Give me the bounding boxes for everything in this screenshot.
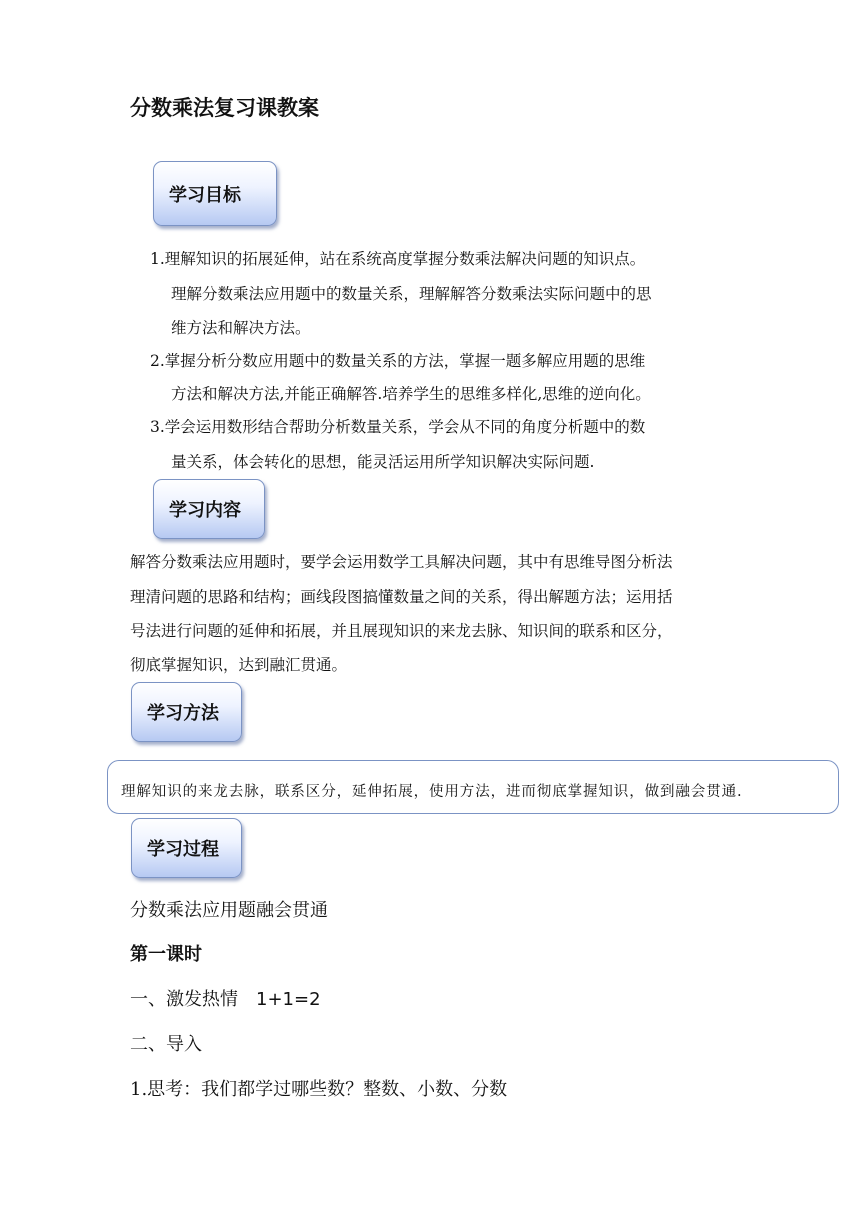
goals-line-6: 3.学会运用数形结合帮助分析数量关系，学会从不同的角度分析题中的数 — [150, 418, 646, 436]
content-line-3: 号法进行问题的延伸和拓展，并且展现知识的来龙去脉、知识间的联系和区分， — [130, 622, 673, 640]
document-title: 分数乘法复习课教案 — [130, 96, 319, 120]
section-method-box — [131, 682, 242, 742]
method-callout — [107, 760, 839, 814]
content-line-4: 彻底掌握知识，达到融汇贯通。 — [130, 656, 348, 674]
section-content-box — [153, 479, 265, 539]
section-goals-box — [153, 161, 277, 226]
goals-line-3: 维方法和解决方法。 — [171, 319, 311, 337]
lesson-heading: 第一课时 — [130, 944, 202, 965]
goals-line-1: 1.理解知识的拓展延伸，站在系统高度掌握分数乘法解决问题的知识点。 — [150, 250, 646, 268]
step-1-heading: 一、激发热情 1+1=2 — [130, 989, 321, 1010]
goals-line-4: 2.掌握分析分数应用题中的数量关系的方法，掌握一题多解应用题的思维 — [150, 352, 646, 370]
process-subtitle: 分数乘法应用题融会贯通 — [130, 900, 328, 921]
goals-line-7: 量关系，体会转化的思想，能灵活运用所学知识解决实际问题. — [171, 453, 595, 471]
goals-line-5: 方法和解决方法,并能正确解答.培养学生的思维多样化,思维的逆向化。 — [171, 385, 651, 403]
goals-line-2: 理解分数乘法应用题中的数量关系，理解解答分数乘法实际问题中的思 — [171, 285, 652, 303]
section-content-label: 学习内容 — [169, 500, 241, 521]
section-process-label: 学习过程 — [147, 839, 219, 860]
step-2-heading: 二、导入 — [130, 1034, 202, 1055]
section-method-label: 学习方法 — [147, 703, 219, 724]
section-process-box — [131, 818, 242, 878]
content-line-1: 解答分数乘法应用题时，要学会运用数学工具解决问题，其中有思维导图分析法 — [130, 553, 673, 571]
question-1: 1.思考：我们都学过哪些数？整数、小数、分数 — [130, 1079, 508, 1100]
method-text: 理解知识的来龙去脉，联系区分，延伸拓展，使用方法，进而彻底掌握知识，做到融会贯通. — [121, 784, 743, 800]
content-line-2: 理清问题的思路和结构；画线段图搞懂数量之间的关系，得出解题方法；运用括 — [130, 588, 673, 606]
section-goals-label: 学习目标 — [169, 184, 241, 206]
